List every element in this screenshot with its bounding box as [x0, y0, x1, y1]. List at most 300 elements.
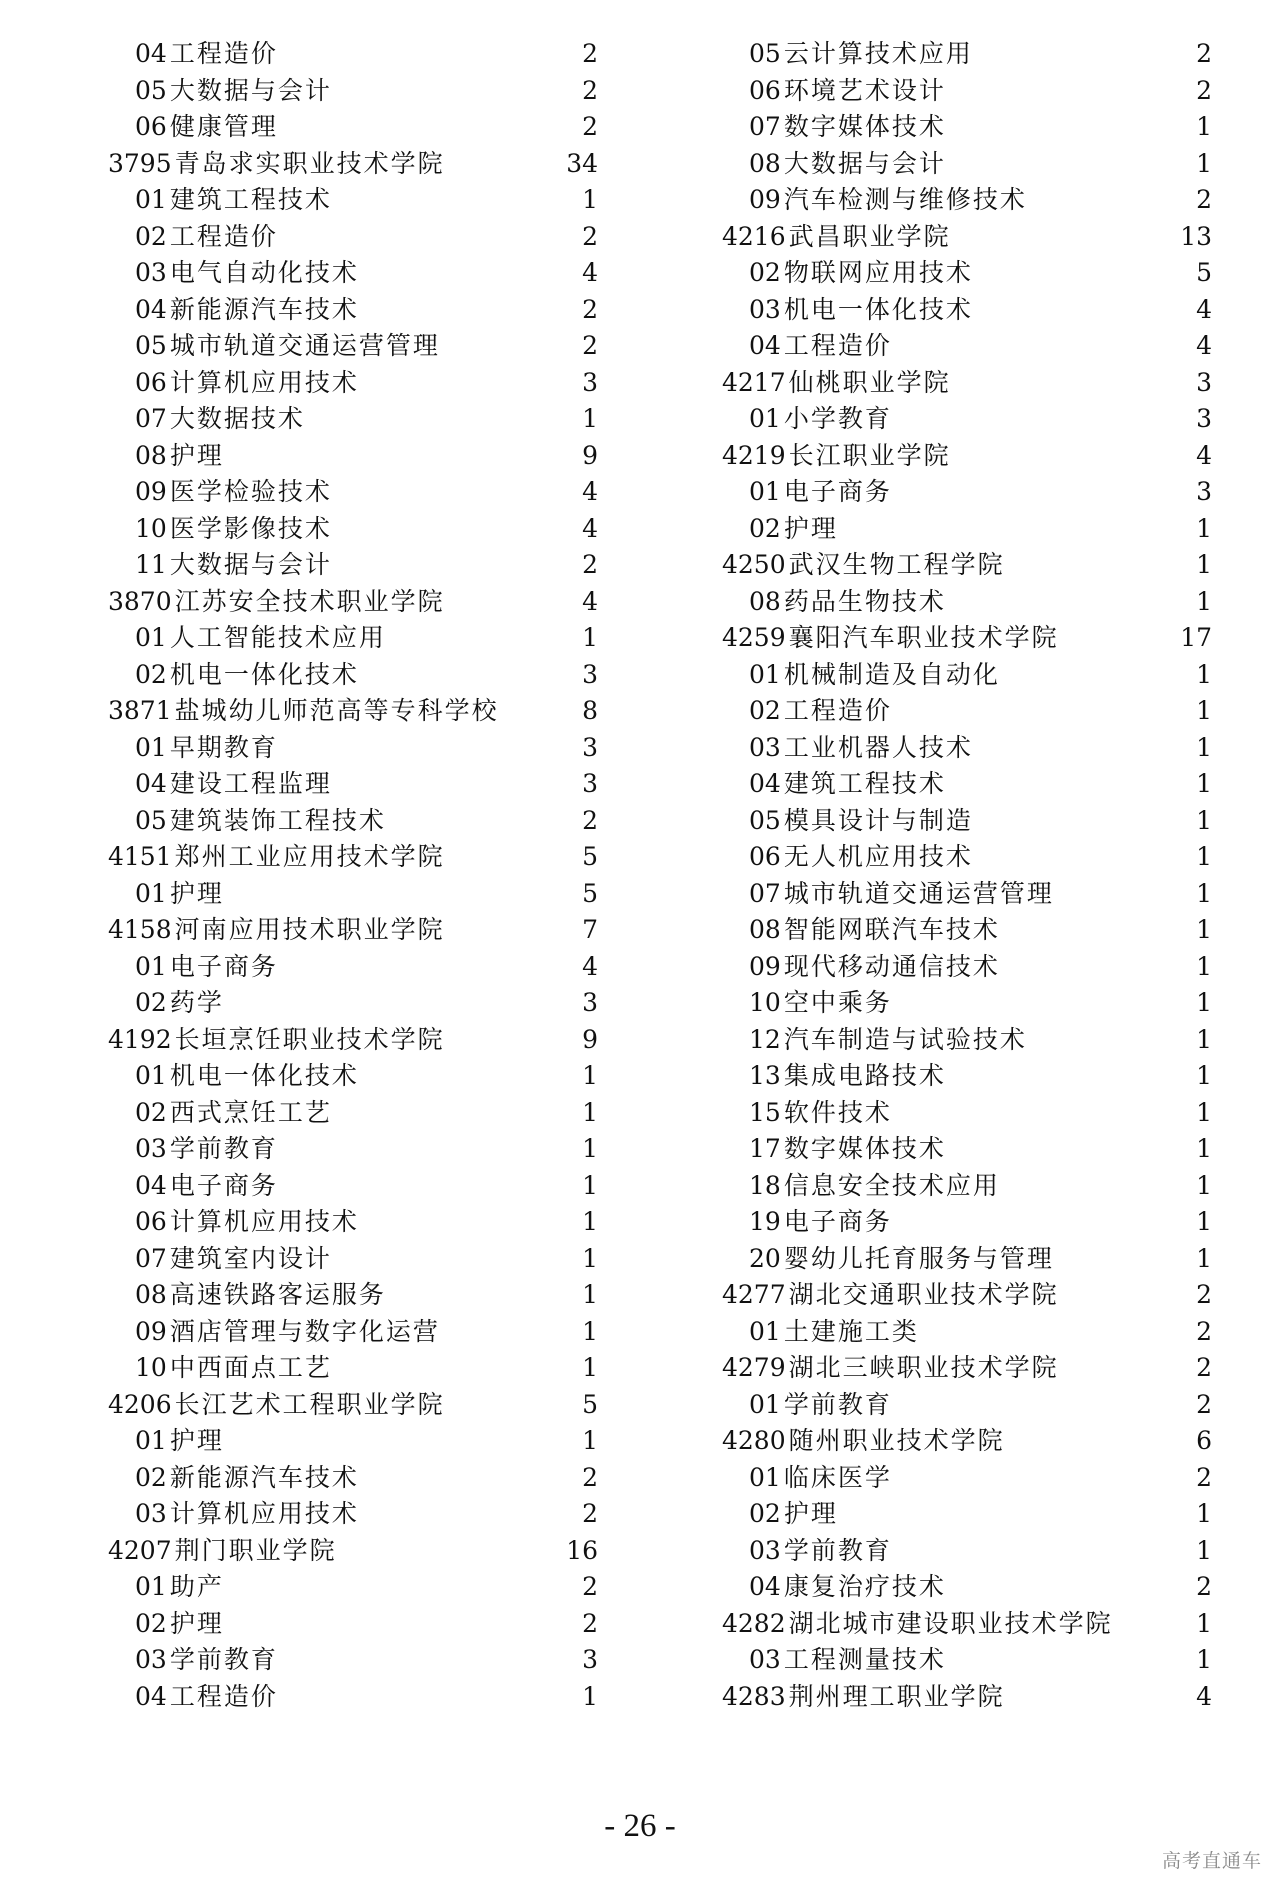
major-row	[108, 219, 598, 256]
quota-count: 4	[1196, 440, 1212, 470]
school-row	[722, 365, 1212, 402]
school-code: 3870	[108, 586, 172, 616]
major-row	[108, 1131, 598, 1168]
quota-count: 3	[582, 659, 598, 689]
quota-count: 2	[1196, 1462, 1212, 1492]
major-code: 04	[749, 331, 781, 360]
major-row	[108, 1496, 598, 1533]
quota-count: 1	[582, 1681, 598, 1711]
quota-count: 2	[582, 1608, 598, 1638]
major-code: 07	[749, 112, 781, 141]
major-name: 婴幼儿托育服务与管理	[783, 1243, 1054, 1273]
major-code: 02	[135, 1462, 167, 1492]
major-name: 建筑工程技术	[169, 185, 332, 214]
major-name: 现代移动通信技术	[783, 951, 1000, 981]
quota-count: 1	[582, 1426, 598, 1455]
major-code: 19	[749, 1207, 781, 1236]
quota-count: 3	[582, 1645, 598, 1674]
quota-count: 5	[1196, 258, 1212, 287]
major-name: 电气自动化技术	[169, 258, 359, 287]
quota-count: 1	[582, 404, 598, 433]
major-code: 08	[749, 586, 781, 616]
quota-count: 3	[1196, 404, 1212, 433]
major-code: 12	[749, 1024, 781, 1054]
major-code: 01	[749, 1389, 781, 1419]
major-code: 02	[749, 258, 781, 287]
major-name: 智能网联汽车技术	[783, 915, 1000, 944]
quota-count: 1	[1196, 732, 1212, 762]
major-row	[108, 1606, 598, 1643]
major-row	[108, 620, 598, 657]
major-code: 04	[135, 1681, 167, 1711]
school-name: 长垣烹饪职业技术学院	[174, 1024, 445, 1054]
quota-count: 5	[582, 1389, 598, 1419]
quota-count: 1	[1196, 1645, 1212, 1674]
major-row	[722, 657, 1212, 694]
quota-count: 1	[582, 1170, 598, 1200]
quota-count: 4	[582, 258, 598, 287]
quota-count: 1	[1196, 148, 1212, 178]
major-name: 电子商务	[783, 1207, 892, 1236]
major-row	[108, 1277, 598, 1314]
major-row	[108, 36, 598, 73]
quota-count: 1	[1196, 878, 1212, 908]
school-row	[722, 1350, 1212, 1387]
major-name: 大数据技术	[169, 404, 305, 433]
major-code: 10	[749, 988, 781, 1017]
school-code: 4206	[108, 1389, 172, 1419]
quota-count: 1	[582, 1243, 598, 1273]
major-name: 大数据与会计	[169, 75, 332, 105]
major-code: 02	[135, 988, 167, 1017]
major-row	[722, 474, 1212, 511]
major-name: 电子商务	[783, 477, 892, 506]
major-name: 云计算技术应用	[783, 39, 973, 68]
major-name: 机电一体化技术	[169, 1061, 359, 1090]
major-code: 07	[749, 878, 781, 908]
major-row	[108, 1314, 598, 1351]
quota-count: 9	[582, 1024, 598, 1054]
major-name: 工程造价	[169, 1681, 278, 1711]
major-code: 03	[749, 732, 781, 762]
major-row	[722, 803, 1212, 840]
major-code: 03	[135, 1499, 167, 1528]
school-row	[108, 1022, 598, 1059]
major-code: 01	[135, 732, 167, 762]
school-row	[108, 839, 598, 876]
major-name: 学前教育	[783, 1535, 892, 1565]
major-row	[108, 438, 598, 475]
major-code: 07	[135, 1243, 167, 1273]
major-name: 大数据与会计	[169, 550, 332, 579]
major-name: 模具设计与制造	[783, 805, 973, 835]
major-row	[108, 365, 598, 402]
school-code: 3795	[108, 148, 172, 178]
major-row	[108, 73, 598, 110]
school-row	[722, 219, 1212, 256]
quota-count: 3	[582, 988, 598, 1017]
school-row	[722, 1423, 1212, 1460]
school-name: 郑州工业应用技术学院	[174, 842, 445, 871]
major-name: 建设工程监理	[169, 769, 332, 798]
quota-count: 1	[1196, 112, 1212, 141]
quota-count: 2	[1196, 1280, 1212, 1309]
major-row	[108, 1095, 598, 1132]
major-code: 20	[749, 1243, 781, 1273]
quota-count: 34	[566, 148, 598, 178]
quota-count: 1	[582, 185, 598, 214]
major-row	[722, 584, 1212, 621]
major-code: 03	[749, 294, 781, 324]
major-code: 01	[749, 1462, 781, 1492]
page-number: - 26 -	[604, 1808, 676, 1844]
quota-count: 3	[582, 732, 598, 762]
major-name: 建筑装饰工程技术	[169, 805, 386, 835]
major-row	[722, 1241, 1212, 1278]
major-code: 05	[749, 805, 781, 835]
major-code: 02	[749, 513, 781, 543]
quota-count: 7	[582, 915, 598, 944]
major-code: 01	[135, 878, 167, 908]
major-row	[108, 1460, 598, 1497]
major-name: 健康管理	[169, 112, 278, 141]
school-code: 4282	[722, 1608, 786, 1638]
major-code: 05	[135, 75, 167, 105]
quota-count: 1	[1196, 550, 1212, 579]
school-name: 长江艺术工程职业学院	[174, 1389, 445, 1419]
major-code: 01	[749, 404, 781, 433]
major-code: 11	[135, 550, 167, 579]
quota-count: 1	[582, 1061, 598, 1090]
school-row	[722, 547, 1212, 584]
quota-count: 1	[1196, 842, 1212, 871]
major-name: 汽车检测与维修技术	[783, 185, 1027, 214]
quota-count: 2	[582, 294, 598, 324]
major-name: 酒店管理与数字化运营	[169, 1316, 440, 1346]
major-name: 物联网应用技术	[783, 258, 973, 287]
quota-count: 2	[582, 39, 598, 68]
major-code: 01	[749, 659, 781, 689]
major-code: 01	[135, 1572, 167, 1601]
quota-count: 2	[582, 805, 598, 835]
major-name: 护理	[169, 440, 224, 470]
major-name: 电子商务	[169, 1170, 278, 1200]
quota-count: 9	[582, 440, 598, 470]
major-row	[108, 1204, 598, 1241]
quota-count: 1	[582, 1134, 598, 1163]
quota-count: 1	[1196, 1097, 1212, 1127]
quota-count: 1	[1196, 1024, 1212, 1054]
major-row	[108, 1569, 598, 1606]
major-row	[722, 109, 1212, 146]
major-row	[108, 1642, 598, 1679]
major-row	[722, 1569, 1212, 1606]
major-name: 护理	[169, 878, 224, 908]
major-name: 学前教育	[783, 1389, 892, 1419]
school-row	[108, 1387, 598, 1424]
quota-count: 1	[1196, 1207, 1212, 1236]
major-code: 06	[749, 75, 781, 105]
major-row	[722, 511, 1212, 548]
major-row	[722, 1496, 1212, 1533]
quota-count: 2	[582, 1499, 598, 1528]
school-name: 湖北三峡职业技术学院	[788, 1353, 1059, 1382]
major-code: 04	[749, 1572, 781, 1601]
major-code: 01	[749, 1316, 781, 1346]
quota-count: 3	[1196, 477, 1212, 506]
major-code: 04	[749, 769, 781, 798]
major-row	[108, 876, 598, 913]
major-row	[722, 839, 1212, 876]
major-code: 15	[749, 1097, 781, 1127]
major-name: 医学影像技术	[169, 513, 332, 543]
major-row	[722, 1131, 1212, 1168]
major-name: 中西面点工艺	[169, 1353, 332, 1382]
quota-count: 1	[1196, 1170, 1212, 1200]
major-row	[108, 985, 598, 1022]
major-code: 03	[749, 1535, 781, 1565]
quota-count: 4	[582, 477, 598, 506]
major-code: 06	[135, 112, 167, 141]
quota-count: 2	[582, 221, 598, 251]
school-row	[722, 438, 1212, 475]
major-row	[108, 109, 598, 146]
major-name: 机械制造及自动化	[783, 659, 1000, 689]
major-row	[722, 255, 1212, 292]
quota-count: 8	[582, 696, 598, 725]
school-row	[108, 912, 598, 949]
major-code: 18	[749, 1170, 781, 1200]
major-code: 03	[135, 258, 167, 287]
major-code: 09	[135, 477, 167, 506]
major-row	[722, 1168, 1212, 1205]
major-code: 09	[749, 185, 781, 214]
major-row	[108, 401, 598, 438]
major-name: 工程造价	[783, 331, 892, 360]
major-code: 01	[135, 1061, 167, 1090]
major-name: 小学教育	[783, 404, 892, 433]
school-row	[108, 693, 598, 730]
quota-count: 2	[582, 1462, 598, 1492]
major-name: 建筑工程技术	[783, 769, 946, 798]
major-code: 06	[749, 842, 781, 871]
major-row	[722, 1204, 1212, 1241]
major-name: 工程造价	[783, 696, 892, 725]
quota-count: 2	[1196, 1389, 1212, 1419]
quota-count: 1	[1196, 1499, 1212, 1528]
major-name: 计算机应用技术	[169, 1499, 359, 1528]
school-row	[108, 1533, 598, 1570]
major-row	[722, 401, 1212, 438]
major-name: 学前教育	[169, 1134, 278, 1163]
quota-count: 2	[582, 550, 598, 579]
major-name: 城市轨道交通运营管理	[169, 331, 440, 360]
major-row	[108, 1350, 598, 1387]
school-code: 3871	[108, 696, 172, 725]
school-name: 武昌职业学院	[788, 221, 951, 251]
quota-count: 4	[1196, 294, 1212, 324]
school-code: 4250	[722, 550, 786, 579]
quota-count: 1	[1196, 805, 1212, 835]
quota-count: 1	[1196, 1243, 1212, 1273]
major-row	[108, 1241, 598, 1278]
quota-count: 4	[1196, 331, 1212, 360]
major-row	[722, 36, 1212, 73]
major-name: 工程造价	[169, 221, 278, 251]
major-name: 数字媒体技术	[783, 1134, 946, 1163]
quota-count: 1	[1196, 586, 1212, 616]
major-name: 护理	[783, 1499, 838, 1528]
quota-count: 1	[1196, 769, 1212, 798]
major-code: 04	[135, 1170, 167, 1200]
major-code: 05	[135, 331, 167, 360]
major-row	[108, 1679, 598, 1716]
major-name: 早期教育	[169, 732, 278, 762]
major-code: 08	[749, 915, 781, 944]
major-code: 03	[135, 1134, 167, 1163]
major-code: 02	[135, 221, 167, 251]
quota-count: 3	[582, 769, 598, 798]
major-row	[108, 292, 598, 329]
major-row	[722, 146, 1212, 183]
quota-count: 4	[582, 951, 598, 981]
major-code: 10	[135, 513, 167, 543]
major-code: 03	[749, 1645, 781, 1674]
major-row	[108, 1423, 598, 1460]
school-name: 青岛求实职业技术学院	[174, 148, 445, 178]
quota-count: 2	[1196, 1316, 1212, 1346]
quota-count: 13	[1180, 221, 1212, 251]
major-code: 06	[135, 367, 167, 397]
major-row	[722, 182, 1212, 219]
major-code: 02	[749, 1499, 781, 1528]
quota-count: 1	[1196, 1134, 1212, 1163]
major-code: 04	[135, 39, 167, 68]
major-row	[108, 474, 598, 511]
major-code: 06	[135, 1207, 167, 1236]
quota-count: 2	[1196, 1572, 1212, 1601]
major-name: 信息安全技术应用	[783, 1170, 1000, 1200]
major-name: 新能源汽车技术	[169, 294, 359, 324]
major-name: 城市轨道交通运营管理	[783, 878, 1054, 908]
major-code: 04	[135, 294, 167, 324]
school-row	[722, 620, 1212, 657]
major-code: 13	[749, 1061, 781, 1090]
school-name: 湖北城市建设职业技术学院	[788, 1608, 1113, 1638]
school-code: 4219	[722, 440, 786, 470]
school-code: 4216	[722, 221, 786, 251]
major-row	[722, 693, 1212, 730]
left-column	[108, 36, 598, 1715]
quota-count: 4	[582, 586, 598, 616]
major-code: 03	[135, 1645, 167, 1674]
quota-count: 1	[1196, 513, 1212, 543]
quota-count: 16	[566, 1535, 598, 1565]
major-row	[722, 292, 1212, 329]
major-code: 05	[749, 39, 781, 68]
major-code: 17	[749, 1134, 781, 1163]
major-row	[722, 730, 1212, 767]
major-row	[108, 803, 598, 840]
major-name: 集成电路技术	[783, 1061, 946, 1090]
major-name: 西式烹饪工艺	[169, 1097, 332, 1127]
major-name: 汽车制造与试验技术	[783, 1024, 1027, 1054]
quota-count: 2	[582, 1572, 598, 1601]
major-row	[108, 1168, 598, 1205]
major-row	[722, 985, 1212, 1022]
school-name: 河南应用技术职业学院	[174, 915, 445, 944]
school-code: 4207	[108, 1535, 172, 1565]
quota-count: 1	[582, 623, 598, 652]
quota-count: 4	[1196, 1681, 1212, 1711]
major-row	[108, 766, 598, 803]
quota-count: 1	[1196, 1535, 1212, 1565]
major-name: 工业机器人技术	[783, 732, 973, 762]
watermark: 高考直通车	[1161, 1850, 1262, 1872]
major-name: 工程造价	[169, 39, 278, 68]
school-name: 荆门职业学院	[174, 1535, 337, 1565]
school-row	[722, 1606, 1212, 1643]
major-code: 02	[135, 1097, 167, 1127]
quota-count: 2	[1196, 1353, 1212, 1382]
quota-count: 2	[582, 75, 598, 105]
quota-count: 1	[1196, 1608, 1212, 1638]
major-row	[722, 1022, 1212, 1059]
quota-count: 2	[582, 112, 598, 141]
school-row	[722, 1277, 1212, 1314]
school-code: 4158	[108, 915, 172, 944]
school-name: 随州职业技术学院	[788, 1426, 1005, 1455]
major-row	[722, 328, 1212, 365]
quota-count: 2	[1196, 75, 1212, 105]
quota-count: 4	[582, 513, 598, 543]
quota-count: 2	[582, 331, 598, 360]
major-code: 01	[135, 623, 167, 652]
major-name: 护理	[169, 1608, 224, 1638]
major-row	[108, 255, 598, 292]
school-name: 湖北交通职业技术学院	[788, 1280, 1059, 1309]
major-code: 01	[135, 185, 167, 214]
quota-count: 2	[1196, 185, 1212, 214]
school-code: 4277	[722, 1280, 786, 1309]
school-name: 襄阳汽车职业技术学院	[788, 623, 1059, 652]
quota-count: 1	[582, 1280, 598, 1309]
major-name: 康复治疗技术	[783, 1572, 946, 1601]
major-name: 护理	[783, 513, 838, 543]
quota-count: 1	[1196, 951, 1212, 981]
major-name: 工程测量技术	[783, 1645, 946, 1674]
major-name: 人工智能技术应用	[169, 623, 386, 652]
quota-count: 3	[582, 367, 598, 397]
school-name: 仙桃职业学院	[788, 367, 951, 397]
major-name: 环境艺术设计	[783, 75, 946, 105]
quota-count: 1	[1196, 1061, 1212, 1090]
major-name: 新能源汽车技术	[169, 1462, 359, 1492]
major-name: 软件技术	[783, 1097, 892, 1127]
major-row	[108, 1058, 598, 1095]
major-name: 临床医学	[783, 1462, 892, 1492]
school-code: 4279	[722, 1353, 786, 1382]
major-name: 药品生物技术	[783, 586, 946, 616]
quota-count: 1	[1196, 988, 1212, 1017]
quota-count: 17	[1180, 623, 1212, 652]
major-name: 大数据与会计	[783, 148, 946, 178]
major-name: 高速铁路客运服务	[169, 1280, 386, 1309]
major-row	[722, 73, 1212, 110]
school-row	[108, 146, 598, 183]
major-code: 01	[135, 1426, 167, 1455]
major-name: 建筑室内设计	[169, 1243, 332, 1273]
